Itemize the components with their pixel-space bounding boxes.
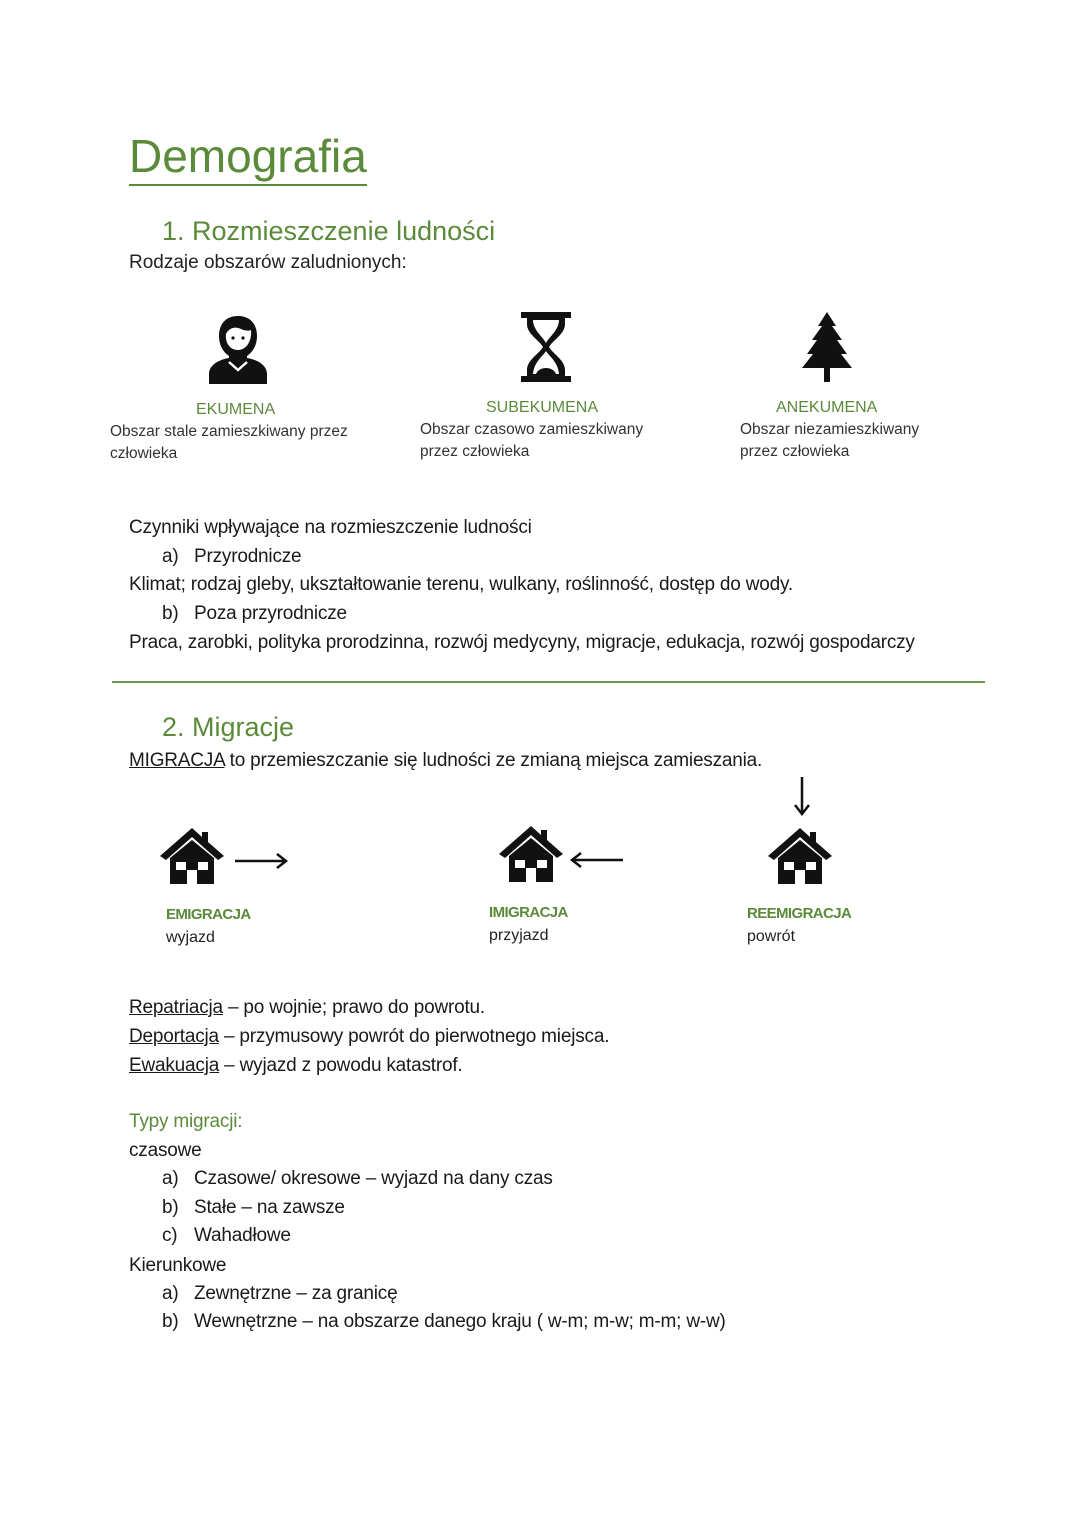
migration-desc-imigracja: przyjazd [489, 927, 549, 944]
area-label-anekumena: ANEKUMENA [776, 399, 878, 416]
term-desc: – przymusowy powrót do pierwotnego miejsca. [218, 1026, 610, 1047]
list-text: Wahadłowe [194, 1225, 291, 1246]
term-desc: – po wojnie; prawo do powrotu. [222, 997, 485, 1018]
house-icon [766, 826, 834, 886]
area-desc-ekumena-line2: człowieka [110, 445, 178, 462]
list-text: Stałe – na zawsze [194, 1197, 345, 1218]
section-1-heading: 1. Rozmieszczenie ludności [162, 216, 496, 246]
area-desc-anekumena-line2: przez człowieka [740, 443, 850, 460]
term-name: Repatriacja [129, 997, 223, 1018]
group-title-kierunkowe: Kierunkowe [129, 1255, 227, 1276]
list-item [162, 1165, 553, 1193]
arrow-left-icon [569, 849, 625, 871]
list-marker: b) [162, 1311, 179, 1332]
house-icon [497, 824, 565, 884]
area-desc-ekumena-line1: Obszar stale zamieszkiwany przez [110, 423, 348, 440]
areas-intro: Rodzaje obszarów zaludnionych: [129, 252, 407, 273]
factor-a-desc: Klimat; rodzaj gleby, ukształtowanie terenu, wulkany, roślinność, dostęp do wody. [129, 574, 793, 595]
migration-definition [129, 746, 762, 775]
list-marker: c) [162, 1225, 178, 1246]
term-repatriacja [129, 993, 485, 1022]
list-text: Czasowe/ okresowe – wyjazd na dany czas [194, 1168, 553, 1189]
migration-desc-emigracja: wyjazd [166, 929, 215, 946]
migration-label-imigracja: IMIGRACJA [489, 904, 568, 921]
list-item [162, 1194, 345, 1222]
area-label-subekumena: SUBEKUMENA [486, 399, 599, 416]
area-desc-anekumena-line1: Obszar niezamieszkiwany [740, 421, 920, 438]
arrow-down-icon [791, 775, 813, 817]
types-title: Typy migracji: [129, 1111, 243, 1132]
list-item [162, 1280, 397, 1308]
term-ewakuacja [129, 1051, 463, 1080]
migration-desc-reemigracja: powrót [747, 928, 796, 945]
area-desc-subekumena-line2: przez człowieka [420, 443, 530, 460]
house-icon [158, 826, 226, 886]
term-deportacja [129, 1022, 609, 1051]
list-marker: a) [162, 1283, 179, 1304]
migration-label-emigracja: EMIGRACJA [166, 906, 251, 923]
arrow-right-icon [233, 850, 289, 872]
page-title: Demografia [129, 128, 367, 186]
factor-a-marker: a) [162, 546, 179, 567]
factor-b-desc: Praca, zarobki, polityka prorodzinna, rozwój medycyny, migracje, edukacja, rozwój gospodarczy [129, 632, 915, 653]
list-marker: b) [162, 1197, 179, 1218]
migration-label-reemigracja: REEMIGRACJA [747, 905, 852, 922]
definition-term: MIGRACJA [129, 750, 225, 771]
list-item [162, 1308, 726, 1336]
list-text: Zewnętrzne – za granicę [194, 1283, 398, 1304]
term-desc: – wyjazd z powodu katastrof. [219, 1055, 463, 1076]
list-marker: a) [162, 1168, 179, 1189]
definition-text: to przemieszczanie się ludności ze zmianą miejsca zamieszania. [224, 750, 763, 771]
section-divider [112, 681, 985, 683]
factor-b [162, 599, 347, 628]
term-name: Deportacja [129, 1026, 219, 1047]
group-title-czasowe: czasowe [129, 1140, 202, 1161]
term-name: Ewakuacja [129, 1055, 220, 1076]
list-item [162, 1222, 291, 1250]
factor-b-label: Poza przyrodnicze [194, 603, 347, 624]
hourglass-icon [519, 310, 573, 384]
factor-b-marker: b) [162, 603, 179, 624]
factor-a [162, 542, 301, 571]
tree-icon [800, 310, 854, 384]
factor-a-label: Przyrodnicze [194, 546, 302, 567]
list-text: Wewnętrzne – na obszarze danego kraju ( w-m; m-w; m-m; w-w) [194, 1311, 726, 1332]
section-2-heading: 2. Migracje [162, 712, 295, 742]
area-label-ekumena: EKUMENA [196, 401, 276, 418]
area-desc-subekumena-line1: Obszar czasowo zamieszkiwany [420, 421, 644, 438]
person-icon [205, 312, 271, 386]
factors-title: Czynniki wpływające na rozmieszczenie ludności [129, 517, 532, 538]
